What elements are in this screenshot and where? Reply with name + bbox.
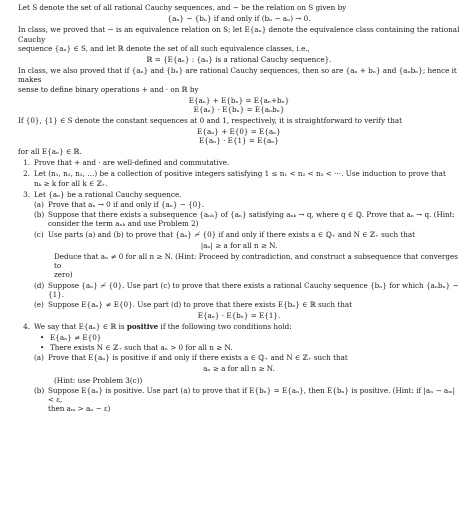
relation-definition: {aₙ} ∼ {bₙ} if and only if (bₙ − aₙ) → 0.	[167, 14, 311, 24]
multiplicative-identity: E{aₙ} · E{1} = E{aₙ}	[199, 136, 279, 146]
problem-4b	[18, 386, 460, 414]
addition-definition: E{aₙ} + E{bₙ} = E{aₙ+bₙ}	[188, 95, 290, 105]
problem-text: Prove that + and · are well-defined and commutative.	[34, 158, 230, 168]
operations-paragraph-line2: sense to define binary operations + and · on ℝ by	[18, 84, 199, 94]
part-text-line1: Suppose that there exists a subsequence {aₙₖ} of {aₙ} satisfying aₙₖ → q, where q ∈ ℚ. Prove that aₙ → q. (Hint:	[48, 210, 455, 220]
problem-3b	[18, 210, 460, 228]
problem-3e	[18, 300, 460, 309]
problem-3c-equation: |aₙ| ≥ a for all n ≥ N.	[200, 240, 278, 250]
problem-number: 3.	[23, 189, 30, 199]
condition-text: E{aₙ} ≠ E{0}	[50, 332, 102, 342]
condition-1	[18, 333, 460, 342]
part-label: (a)	[34, 353, 44, 363]
part-label: (e)	[34, 300, 44, 310]
problem-text-line2: nₖ ≥ k for all k ∈ ℤ₊.	[34, 178, 108, 188]
condition-text: There exists N ∈ ℤ₊ such that aₙ > 0 for all n ≥ N.	[50, 342, 233, 352]
problem-4a-equation: aₙ ≥ a for all n ≥ N.	[203, 364, 275, 374]
part-label: (b)	[34, 385, 45, 395]
deduce-line2: zero)	[54, 270, 73, 280]
problem-text-pre: We say that E{aₙ} ∈ ℝ is	[34, 322, 127, 332]
multiplication-definition: E{aₙ} · E{bₙ} = E{aₙbₙ}	[193, 104, 285, 114]
deduce-line1: Deduce that aₙ ≠ 0 for all n ≥ N. (Hint: Proceed by contradiction, and construct a subsequence that converges to	[54, 252, 458, 271]
bullet-icon: •	[40, 332, 45, 342]
problem-4	[18, 322, 460, 331]
problem-1	[18, 158, 460, 167]
for-all-text: for all E{aₙ} ∈ ℝ.	[18, 147, 82, 157]
class-paragraph-line1: In class, we proved that ∼ is an equivalence relation on S; let E{aₙ} denote the equivalence class containing the rational Cauchy	[18, 25, 460, 44]
problem-text-post: if the following two conditions hold:	[158, 322, 292, 332]
part-text-line2: then aₘ > aₙ − ε)	[48, 404, 111, 414]
problem-4a	[18, 353, 460, 362]
problem-text: Let {aₙ} be a rational Cauchy sequence.	[34, 189, 182, 199]
bullet-icon: •	[40, 342, 45, 352]
intro-text: Let S denote the set of all rational Cauchy sequences, and ∼ be the relation on S given by	[18, 3, 347, 12]
problem-3d	[18, 281, 460, 299]
problem-4a-hint: (Hint: use Problem 3(c))	[54, 375, 143, 385]
problem-3c	[18, 230, 460, 239]
problem-number: 2.	[23, 169, 30, 179]
part-text: Suppose E{aₙ} ≠ E{0}. Use part (d) to prove that there exists E{bₙ} ∈ ℝ such that	[48, 300, 353, 310]
reals-definition: ℝ = {E{aₙ} : {aₙ} is a rational Cauchy sequence}.	[146, 55, 332, 65]
constants-paragraph: If {0}, {1} ∈ S denote the constant sequences at 0 and 1, respectively, it is straightforward to verify that	[18, 115, 403, 125]
part-label: (d)	[34, 280, 45, 290]
part-text-line2: consider the term aₙₖ and use Problem 2)	[48, 219, 199, 229]
class-paragraph-line2: sequence {aₙ} ∈ S, and let ℝ denote the set of all such equivalence classes, i.e.,	[18, 43, 310, 53]
problem-3a	[18, 200, 460, 209]
problem-2	[18, 169, 460, 187]
part-label: (c)	[34, 229, 44, 239]
positive-term: positive	[126, 322, 159, 332]
part-text: Prove that E{aₙ} is positive if and only if there exists a ∈ ℚ₊ and N ∈ ℤ₊ such that	[48, 353, 348, 363]
problem-3	[18, 190, 460, 199]
part-label: (a)	[34, 200, 44, 210]
operations-paragraph-line1: In class, we also proved that if {aₙ} and {bₙ} are rational Cauchy sequences, then so are {aₙ + bₙ} and {aₙbₙ}; hence it makes	[18, 66, 457, 85]
problem-3e-equation: E{aₙ} · E{bₙ} = E{1}.	[197, 311, 281, 321]
additive-identity: E{aₙ} + E{0} = E{aₙ}	[197, 127, 281, 137]
part-label: (b)	[34, 210, 45, 220]
part-text-line1: Suppose E{aₙ} is positive. Use part (a) to prove that if E{bₙ} = E{aₙ}, then E{bₙ} is positive. (Hint: if |aₙ − aₘ| < ε,	[48, 385, 456, 404]
problem-number: 4.	[23, 322, 30, 332]
problem-3c-deduce	[18, 252, 460, 280]
part-text: Suppose {aₙ} ≁ {0}. Use part (c) to prove that there exists a rational Cauchy sequence {bₙ} for which {aₙbₙ} ∼ {1}.	[48, 280, 459, 299]
problem-number: 1.	[23, 158, 30, 168]
part-text: Prove that aₙ → 0 if and only if {aₙ} ∼ {0}.	[48, 200, 205, 210]
problem-text-line1: Let (n₁, n₂, n₃, …) be a collection of positive integers satisfying 1 ≤ n₁ < n₂ < n₃ < ⋯. Use induction to prove that	[34, 169, 446, 179]
part-text: Use parts (a) and (b) to prove that {aₙ} ≁ {0} if and only if there exists a ∈ ℚ₊ and N ∈ ℤ₊ such that	[48, 229, 416, 239]
identity-equations	[18, 127, 460, 145]
operations-equations	[18, 96, 460, 114]
condition-2	[18, 343, 460, 352]
